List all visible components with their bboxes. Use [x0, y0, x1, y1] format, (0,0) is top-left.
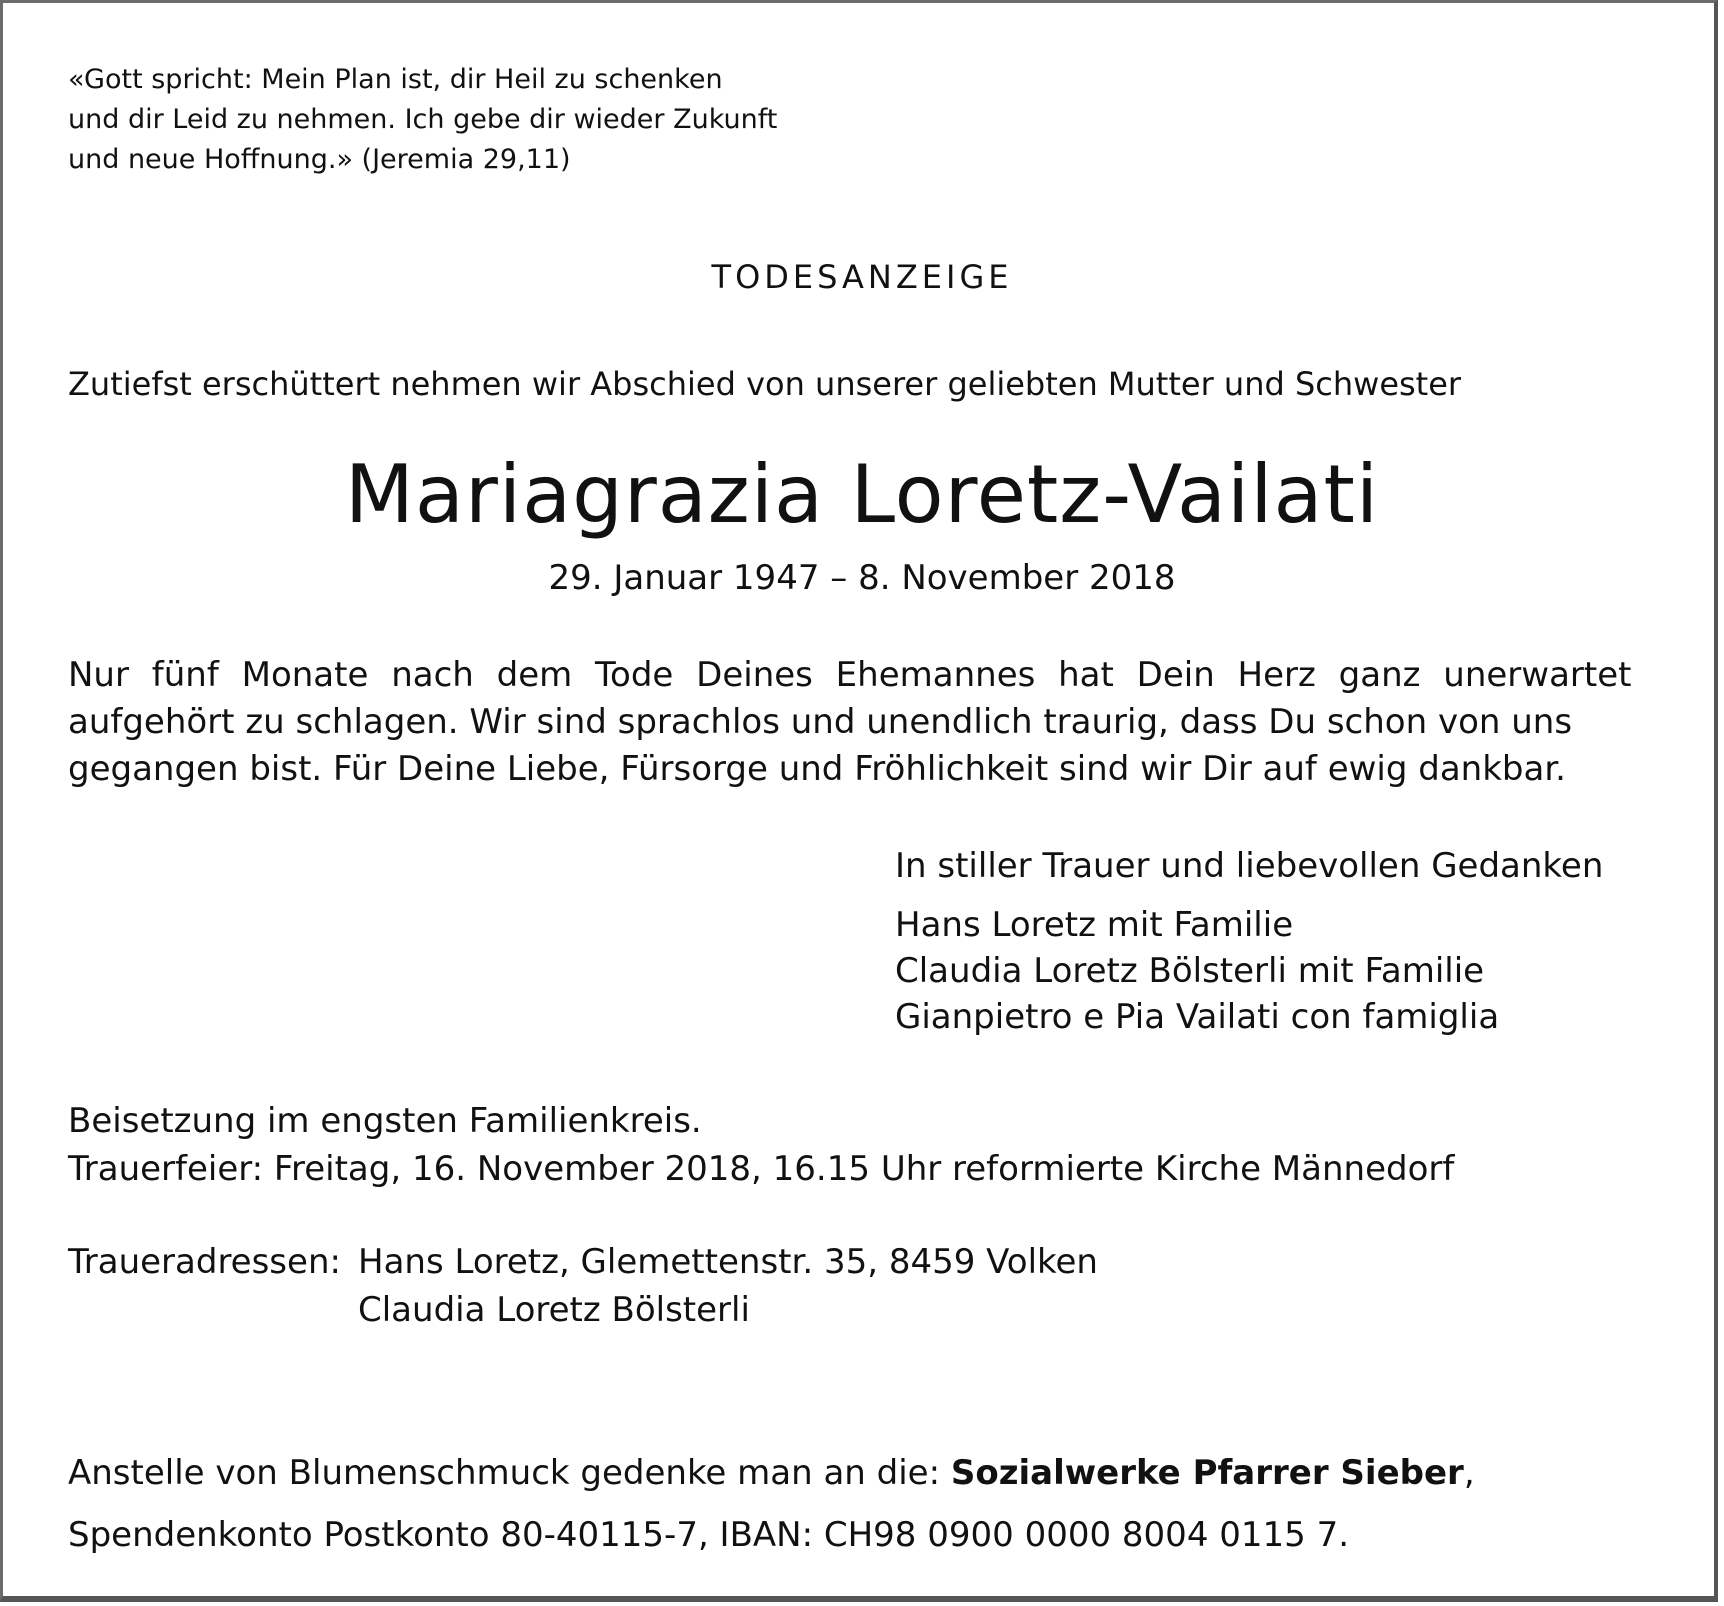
quote-line: «Gott spricht: Mein Plan ist, dir Heil zu schenken — [68, 64, 723, 95]
burial-note: Beisetzung im engsten Familienkreis. — [68, 1101, 702, 1141]
donation-info — [68, 1442, 1475, 1566]
notice-heading: TODESANZEIGE — [711, 258, 1013, 296]
donation-line — [68, 1442, 1475, 1504]
mourner-name: Hans Loretz mit Familie — [895, 905, 1294, 945]
address-line: Claudia Loretz Bölsterli — [358, 1290, 750, 1330]
quote-line: und neue Hoffnung.» (Jeremia 29,11) — [68, 144, 571, 175]
life-dates: 29. Januar 1947 – 8. November 2018 — [548, 558, 1176, 598]
mourners-block — [895, 843, 1603, 1040]
bible-quote — [68, 60, 777, 180]
donation-organization: Sozialwerke Pfarrer Sieber — [950, 1453, 1464, 1493]
addresses-label: Traueradressen: — [68, 1242, 341, 1282]
tribute-line: gegangen bist. Für Deine Liebe, Fürsorge und Fröhlichkeit sind wir Dir auf ewig dankbar. — [68, 749, 1566, 789]
quote-line: und dir Leid zu nehmen. Ich gebe dir wieder Zukunft — [68, 104, 778, 135]
mourners-intro: In stiller Trauer und liebevollen Gedanken — [895, 846, 1604, 886]
addresses-spacer — [68, 1286, 358, 1334]
address-line: Hans Loretz, Glemettenstr. 35, 8459 Volken — [358, 1242, 1098, 1282]
mourning-addresses — [68, 1238, 1098, 1334]
deceased-name: Mariagrazia Loretz-Vailati — [344, 448, 1380, 541]
service-note: Trauerfeier: Freitag, 16. November 2018, 16.15 Uhr reformierte Kirche Männedorf — [68, 1149, 1455, 1189]
tribute-line: aufgehört zu schlagen. Wir sind sprachlos und unendlich traurig, dass Du schon von uns — [68, 702, 1573, 742]
donation-suffix: , — [1463, 1453, 1475, 1493]
tribute-line: Nur fünf Monate nach dem Tode Deines Ehemannes hat Dein Herz ganz unerwartet — [68, 655, 1632, 695]
donation-account: Spendenkonto Postkonto 80-40115-7, IBAN: CH98 0900 0000 8004 0115 7. — [68, 1515, 1350, 1555]
mourner-name: Claudia Loretz Bölsterli mit Familie — [895, 951, 1485, 991]
donation-prefix: Anstelle von Blumenschmuck gedenke man an die: — [68, 1453, 951, 1493]
intro-text: Zutiefst erschüttert nehmen wir Abschied von unserer geliebten Mutter und Schwester — [68, 365, 1462, 403]
mourner-name: Gianpietro e Pia Vailati con famiglia — [895, 997, 1500, 1037]
tribute-text — [68, 652, 1656, 793]
funeral-info — [68, 1097, 1454, 1193]
